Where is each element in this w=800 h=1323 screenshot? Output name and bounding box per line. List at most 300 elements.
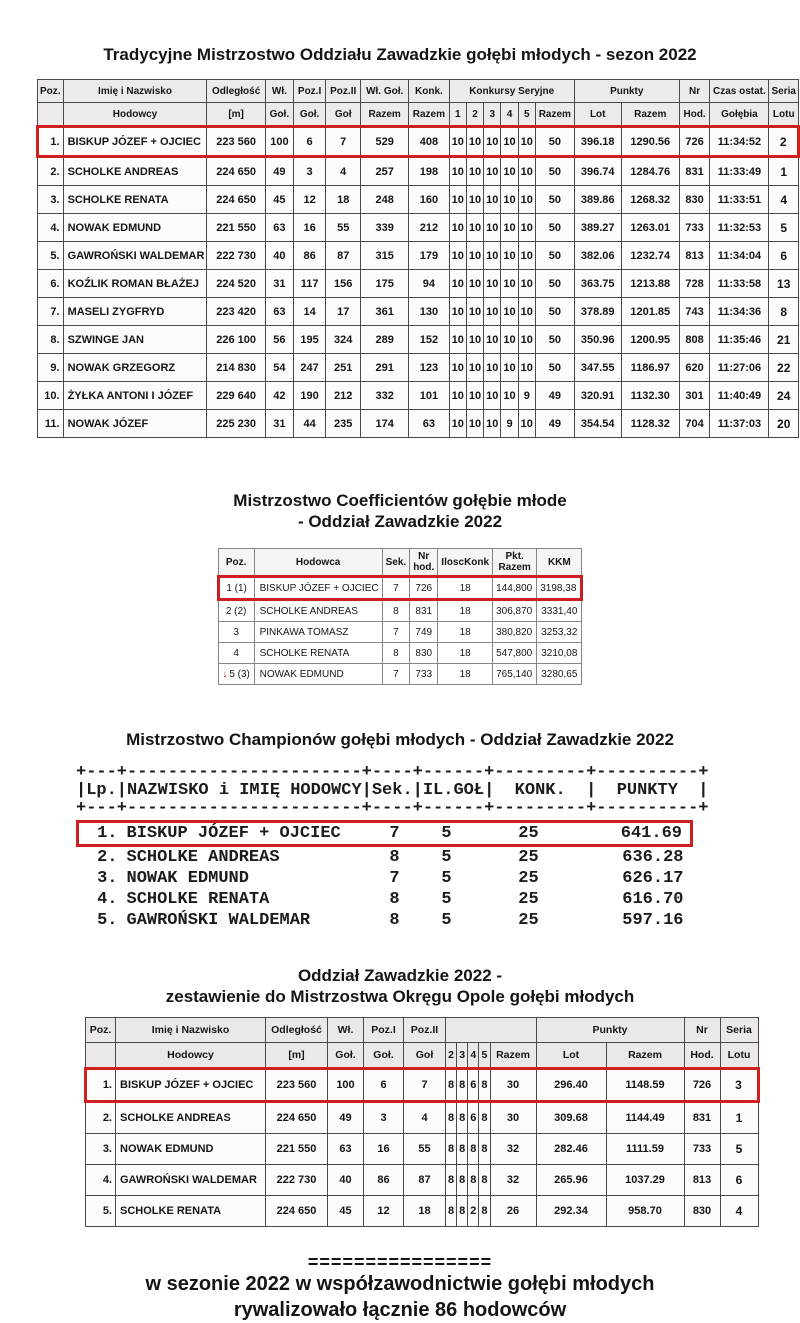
column-header: Goł.: [294, 103, 326, 127]
table-row: [78, 846, 692, 869]
table-cell: 248: [361, 186, 409, 214]
section3-title: Mistrzostwo Championów gołębi młodych - Oddział Zawadzkie 2022: [126, 730, 674, 749]
table-cell: 10: [466, 382, 483, 410]
table-cell: 547,800: [493, 643, 537, 664]
table-cell: 26: [490, 1196, 536, 1227]
table-cell: 25: [478, 822, 580, 846]
table-cell: 6: [769, 242, 799, 270]
table-cell: 10: [449, 270, 466, 298]
table-cell: 636.28: [622, 847, 684, 867]
table-cell: 224 650: [266, 1196, 328, 1227]
table-cell: SCHOLKE RENATA: [63, 186, 207, 214]
table-cell: 726: [410, 577, 438, 600]
table-cell: 1.: [78, 822, 118, 846]
table-row: [38, 186, 799, 214]
table-cell: 55: [404, 1134, 446, 1165]
table-cell: 4.: [86, 1165, 116, 1196]
table-cell: 11:33:58: [710, 270, 769, 298]
column-header: Konk.: [409, 80, 450, 103]
table-cell: NOWAK EDMUND: [116, 1134, 266, 1165]
table-cell: 408: [409, 127, 450, 157]
table-cell: 626.17: [622, 868, 684, 888]
table-cell: 10: [501, 270, 518, 298]
table-cell: NOWAK JÓZEF: [63, 410, 207, 438]
table-cell: SCHOLKE RENATA: [254, 643, 382, 664]
table-cell: 212: [326, 382, 361, 410]
table-cell: 10: [466, 186, 483, 214]
column-header: Nr hod.: [410, 549, 438, 577]
table-cell: 2.: [38, 157, 64, 186]
table-cell: 40: [265, 242, 293, 270]
table-cell: 354.54: [574, 410, 621, 438]
table-cell: 4: [404, 1102, 446, 1134]
column-header: Hodowca: [254, 549, 382, 577]
table-cell: 5: [720, 1134, 758, 1165]
table-cell: 3.: [97, 868, 118, 888]
table-cell: 18: [438, 643, 493, 664]
table-cell: 152: [409, 326, 450, 354]
table-cell: 50: [535, 298, 574, 326]
table-cell: 10: [484, 410, 501, 438]
table-cell: 4: [326, 157, 361, 186]
table-cell: 224 650: [207, 186, 265, 214]
table-row: [218, 600, 582, 622]
table-cell: 25: [518, 868, 539, 888]
table-cell: 10: [501, 382, 518, 410]
section4-title: [0, 965, 800, 1007]
table-cell: 11:33:49: [710, 157, 769, 186]
column-header: 4: [501, 103, 518, 127]
table-cell: KOŹLIK ROMAN BŁAŻEJ: [63, 270, 207, 298]
header-row-bottom: [38, 103, 799, 127]
table-cell: 94: [409, 270, 450, 298]
table-cell: GAWROŃSKI WALDEMAR: [126, 910, 311, 930]
table-cell: 101: [409, 382, 450, 410]
table-cell: 22: [769, 354, 799, 382]
table-row: [38, 298, 799, 326]
table-cell: 8: [457, 1196, 468, 1227]
table-cell: 8: [446, 1165, 457, 1196]
table-cell: 3280,65: [537, 664, 582, 685]
table-cell: 10: [466, 127, 483, 157]
column-header: KKM: [537, 549, 582, 577]
table-row: [218, 622, 582, 643]
section4-title-line2: zestawienie do Mistrzostwa Okręgu Opole gołębi młodych: [165, 987, 635, 1006]
table-cell: SCHOLKE ANDREAS: [63, 157, 207, 186]
column-header: 5: [518, 103, 535, 127]
table-cell: 3198,38: [537, 577, 582, 600]
table-row: [38, 382, 799, 410]
table-cell: 3210,08: [537, 643, 582, 664]
table-cell: 291: [361, 354, 409, 382]
table-cell: 10: [484, 186, 501, 214]
table-cell: 361: [361, 298, 409, 326]
table-cell: 45: [265, 186, 293, 214]
table-cell: 1111.59: [606, 1134, 684, 1165]
table-cell: 306,870: [493, 600, 537, 622]
table-cell: 2.: [86, 1102, 116, 1134]
table-cell: 8.: [38, 326, 64, 354]
table-cell: 726: [679, 127, 710, 157]
table-cell: 389.27: [574, 214, 621, 242]
table-cell: 597.16: [622, 910, 684, 930]
table-cell: 144,800: [493, 577, 537, 600]
table-cell: 179: [409, 242, 450, 270]
column-header: [38, 103, 64, 127]
table-cell: 6: [468, 1069, 479, 1102]
table-cell: 10.: [38, 382, 64, 410]
table-cell: 100: [265, 127, 293, 157]
footer-line1: w sezonie 2022 w współzawodnictwie gołębi młodych: [145, 1273, 655, 1295]
column-header: [m]: [207, 103, 265, 127]
table-cell: 320.91: [574, 382, 621, 410]
table-cell: 50: [535, 214, 574, 242]
table-cell: 378.89: [574, 298, 621, 326]
table-cell: 1263.01: [621, 214, 679, 242]
table-cell: 10: [484, 242, 501, 270]
table-cell: 10: [449, 410, 466, 438]
table-cell: 11:34:04: [710, 242, 769, 270]
table-cell: 25: [518, 889, 539, 909]
table-cell: MASELI ZYGFRYD: [63, 298, 207, 326]
table-cell: 1284.76: [621, 157, 679, 186]
table-cell: 1200.95: [621, 326, 679, 354]
champions-table: [76, 820, 693, 931]
table-cell: 223 560: [266, 1069, 328, 1102]
table-cell: 20: [769, 410, 799, 438]
column-header: Imię i Nazwisko: [63, 80, 207, 103]
table-cell: 3: [720, 1069, 758, 1102]
table-cell: 10: [484, 382, 501, 410]
column-header: 5: [479, 1043, 490, 1069]
table-cell: 389.86: [574, 186, 621, 214]
table-cell: 1232.74: [621, 242, 679, 270]
column-header: Lotu: [769, 103, 799, 127]
table-cell: 30: [490, 1102, 536, 1134]
table-cell: 8: [389, 910, 400, 930]
table-cell: 10: [501, 242, 518, 270]
table-cell: 10: [484, 127, 501, 157]
column-header: 4: [468, 1043, 479, 1069]
table-cell: 616.70: [622, 889, 684, 909]
column-header: Goł.: [328, 1043, 364, 1069]
table-cell: 10: [518, 127, 535, 157]
table-cell: 100: [328, 1069, 364, 1102]
table-cell: 396.18: [574, 127, 621, 157]
table-cell: 54: [265, 354, 293, 382]
table-cell: 1132.30: [621, 382, 679, 410]
table-cell: 8: [389, 889, 400, 909]
table-cell: 212: [409, 214, 450, 242]
table-cell: 11:40:49: [710, 382, 769, 410]
table-cell: 8: [479, 1165, 490, 1196]
table-cell: 247: [294, 354, 326, 382]
table-cell: 10: [449, 157, 466, 186]
table-cell: 296.40: [536, 1069, 606, 1102]
table-cell: 10: [501, 186, 518, 214]
column-header: 2: [446, 1043, 457, 1069]
champions-ascii-block: [76, 764, 800, 931]
table-cell: 50: [535, 270, 574, 298]
table-cell: NOWAK EDMUND: [254, 664, 382, 685]
column-header: [86, 1043, 116, 1069]
table-cell: 49: [535, 410, 574, 438]
table-cell: 3253,32: [537, 622, 582, 643]
table-cell: 13: [769, 270, 799, 298]
table-cell: 8: [479, 1196, 490, 1227]
equals-divider: ================: [307, 1252, 493, 1272]
table-cell: 10: [518, 326, 535, 354]
table-cell: 765,140: [493, 664, 537, 685]
table-cell: 8: [446, 1196, 457, 1227]
table-cell: 63: [328, 1134, 364, 1165]
table-cell: 315: [361, 242, 409, 270]
table-cell: 1: [720, 1102, 758, 1134]
table-cell: 25: [518, 910, 539, 930]
table-cell: 3.: [38, 186, 64, 214]
table-cell: 175: [361, 270, 409, 298]
table-cell: 44: [294, 410, 326, 438]
ascii-border-mid: +---+-----------------------+----+------+---------+----------+: [76, 799, 709, 818]
table-row: [38, 354, 799, 382]
table-cell: 10: [466, 410, 483, 438]
column-header: Goł: [326, 103, 361, 127]
table-cell: 87: [326, 242, 361, 270]
table-cell: 2.: [97, 847, 118, 867]
table-cell: 7: [382, 622, 410, 643]
table-cell: 11:34:36: [710, 298, 769, 326]
table-cell: 3: [294, 157, 326, 186]
table-cell: 808: [679, 326, 710, 354]
ascii-header-line: |Lp.|NAZWISKO i IMIĘ HODOWCY|Sek.|IL.GOŁ| KONK. | PUNKTY |: [76, 781, 709, 800]
table-cell: 301: [679, 382, 710, 410]
table-cell: 87: [404, 1165, 446, 1196]
traditional-results-table: [36, 79, 800, 438]
table-cell: 223 560: [207, 127, 265, 157]
table-row: [78, 822, 692, 846]
table-cell: 10: [449, 326, 466, 354]
table-cell: 726: [684, 1069, 720, 1102]
table-cell: 12: [364, 1196, 404, 1227]
table-cell: 8: [446, 1134, 457, 1165]
column-header: Hodowcy: [116, 1043, 266, 1069]
table-cell: 2: [769, 127, 799, 157]
table-cell: 86: [294, 242, 326, 270]
table-cell: 117: [294, 270, 326, 298]
table-cell: 5: [769, 214, 799, 242]
table-cell: 24: [769, 382, 799, 410]
table-cell: 257: [361, 157, 409, 186]
table-cell: 3331,40: [537, 600, 582, 622]
column-header: Seria: [769, 80, 799, 103]
table-cell: 18: [326, 186, 361, 214]
table-row: [218, 643, 582, 664]
table-cell: 7.: [38, 298, 64, 326]
table-cell: 8: [457, 1102, 468, 1134]
table-row: [38, 157, 799, 186]
table-cell: 50: [535, 157, 574, 186]
table-cell: 198: [409, 157, 450, 186]
column-header: Odległość: [207, 80, 265, 103]
column-header-group: Konkursy Seryjne: [449, 80, 574, 103]
table-cell: 8: [446, 1102, 457, 1134]
table-cell: 4.: [97, 889, 118, 909]
table-cell: 6: [364, 1069, 404, 1102]
table-cell: 18: [404, 1196, 446, 1227]
column-header: Hod.: [679, 103, 710, 127]
table-row: [86, 1196, 759, 1227]
table-cell: 3.: [86, 1134, 116, 1165]
table-cell: GAWROŃSKI WALDEMAR: [116, 1165, 266, 1196]
table-cell: 332: [361, 382, 409, 410]
table-cell: 10: [484, 270, 501, 298]
table-cell: 1144.49: [606, 1102, 684, 1134]
footer-line2: rywalizowało łącznie 86 hodowców: [233, 1299, 567, 1321]
table-cell: 1128.32: [621, 410, 679, 438]
section4-title-line1: Oddział Zawadzkie 2022 -: [297, 966, 503, 985]
table-cell: 224 650: [266, 1102, 328, 1134]
table-cell: 289: [361, 326, 409, 354]
table-cell: 6: [294, 127, 326, 157]
column-header: Lot: [574, 103, 621, 127]
ascii-border-top: +---+-----------------------+----+------+---------+----------+: [76, 763, 709, 782]
table-cell: 50: [535, 127, 574, 157]
table-cell: 733: [410, 664, 438, 685]
table-cell: 8: [457, 1069, 468, 1102]
header-row: [218, 549, 582, 577]
column-header-group: [446, 1018, 537, 1043]
table-cell: 195: [294, 326, 326, 354]
table-cell: 9: [518, 382, 535, 410]
column-header: Imię i Nazwisko: [116, 1018, 266, 1043]
table-cell: 32: [490, 1134, 536, 1165]
table-cell: 4: [720, 1196, 758, 1227]
table-cell: 382.06: [574, 242, 621, 270]
table-cell: 1: [769, 157, 799, 186]
column-header: Razem: [606, 1043, 684, 1069]
table-row: [38, 214, 799, 242]
table-row: [86, 1134, 759, 1165]
table-cell: 10: [501, 298, 518, 326]
table-cell: 8: [479, 1069, 490, 1102]
table-row: [86, 1069, 759, 1102]
table-cell: 222 730: [207, 242, 265, 270]
table-cell: 11:35:46: [710, 326, 769, 354]
table-cell: 18: [438, 577, 493, 600]
table-cell: 641.69: [580, 822, 692, 846]
table-cell: 10: [484, 298, 501, 326]
okreg-opole-table: [84, 1017, 760, 1227]
table-cell: 7: [389, 868, 400, 888]
table-cell: 11:32:53: [710, 214, 769, 242]
column-header: Seria: [720, 1018, 758, 1043]
table-cell: 10: [484, 214, 501, 242]
table-cell: 1148.59: [606, 1069, 684, 1102]
table-cell: 10: [518, 410, 535, 438]
table-cell: 50: [535, 326, 574, 354]
section2-title: [0, 490, 800, 532]
table-cell: 8: [382, 643, 410, 664]
table-cell: 339: [361, 214, 409, 242]
table-cell: 63: [265, 214, 293, 242]
table-cell: 10: [449, 214, 466, 242]
table-cell: 813: [679, 242, 710, 270]
table-cell: 529: [361, 127, 409, 157]
table-cell: 50: [535, 354, 574, 382]
table-cell: 31: [265, 270, 293, 298]
table-cell: 16: [364, 1134, 404, 1165]
table-cell: SCHOLKE RENATA: [126, 889, 270, 909]
table-cell: GAWROŃSKI WALDEMAR: [63, 242, 207, 270]
table-cell: 10: [518, 157, 535, 186]
table-cell: 49: [265, 157, 293, 186]
table-cell: 45: [328, 1196, 364, 1227]
table-cell: 11:37:03: [710, 410, 769, 438]
table-cell: ↓ 5 (3): [218, 664, 254, 685]
table-cell: 4: [218, 643, 254, 664]
column-header: Hod.: [684, 1043, 720, 1069]
table-cell: 1186.97: [621, 354, 679, 382]
table-cell: 160: [409, 186, 450, 214]
column-header: Razem: [621, 103, 679, 127]
table-row: [38, 410, 799, 438]
column-header: 1: [449, 103, 466, 127]
table-cell: 2: [468, 1196, 479, 1227]
table-cell: 49: [535, 382, 574, 410]
table-row: [38, 270, 799, 298]
table-cell: 8: [457, 1165, 468, 1196]
table-cell: 11:33:51: [710, 186, 769, 214]
table-cell: 733: [679, 214, 710, 242]
table-cell: 10: [518, 354, 535, 382]
column-header-group: Punkty: [574, 80, 679, 103]
table-cell: BISKUP JÓZEF + OJCIEC: [118, 822, 374, 846]
table-cell: SZWINGE JAN: [63, 326, 207, 354]
table-cell: BISKUP JÓZEF + OJCIEC: [63, 127, 207, 157]
table-cell: 221 550: [207, 214, 265, 242]
table-cell: 10: [449, 127, 466, 157]
table-cell: 14: [294, 298, 326, 326]
table-cell: 958.70: [606, 1196, 684, 1227]
table-cell: 728: [679, 270, 710, 298]
table-cell: 347.55: [574, 354, 621, 382]
table-cell: 5: [416, 822, 478, 846]
table-cell: 190: [294, 382, 326, 410]
table-cell: PINKAWA TOMASZ: [254, 622, 382, 643]
table-cell: 5: [441, 868, 452, 888]
table-cell: 10: [466, 326, 483, 354]
table-cell: 2 (2): [218, 600, 254, 622]
table-cell: 10: [449, 242, 466, 270]
column-header: Poz.: [86, 1018, 116, 1043]
table-cell: 174: [361, 410, 409, 438]
table-cell: 55: [326, 214, 361, 242]
table-cell: 8: [468, 1134, 479, 1165]
table-cell: 221 550: [266, 1134, 328, 1165]
table-cell: 130: [409, 298, 450, 326]
table-row: [218, 577, 582, 600]
coefficients-table: [217, 548, 584, 685]
table-cell: 63: [265, 298, 293, 326]
table-cell: 11.: [38, 410, 64, 438]
table-cell: 1037.29: [606, 1165, 684, 1196]
table-cell: 831: [679, 157, 710, 186]
table-cell: 282.46: [536, 1134, 606, 1165]
section2-title-line1: Mistrzostwo Coefficientów gołębie młode: [233, 491, 567, 510]
table-cell: 10: [501, 326, 518, 354]
section1-title: Tradycyjne Mistrzostwo Oddziału Zawadzkie gołębi młodych - sezon 2022: [103, 45, 697, 64]
table-cell: 830: [679, 186, 710, 214]
